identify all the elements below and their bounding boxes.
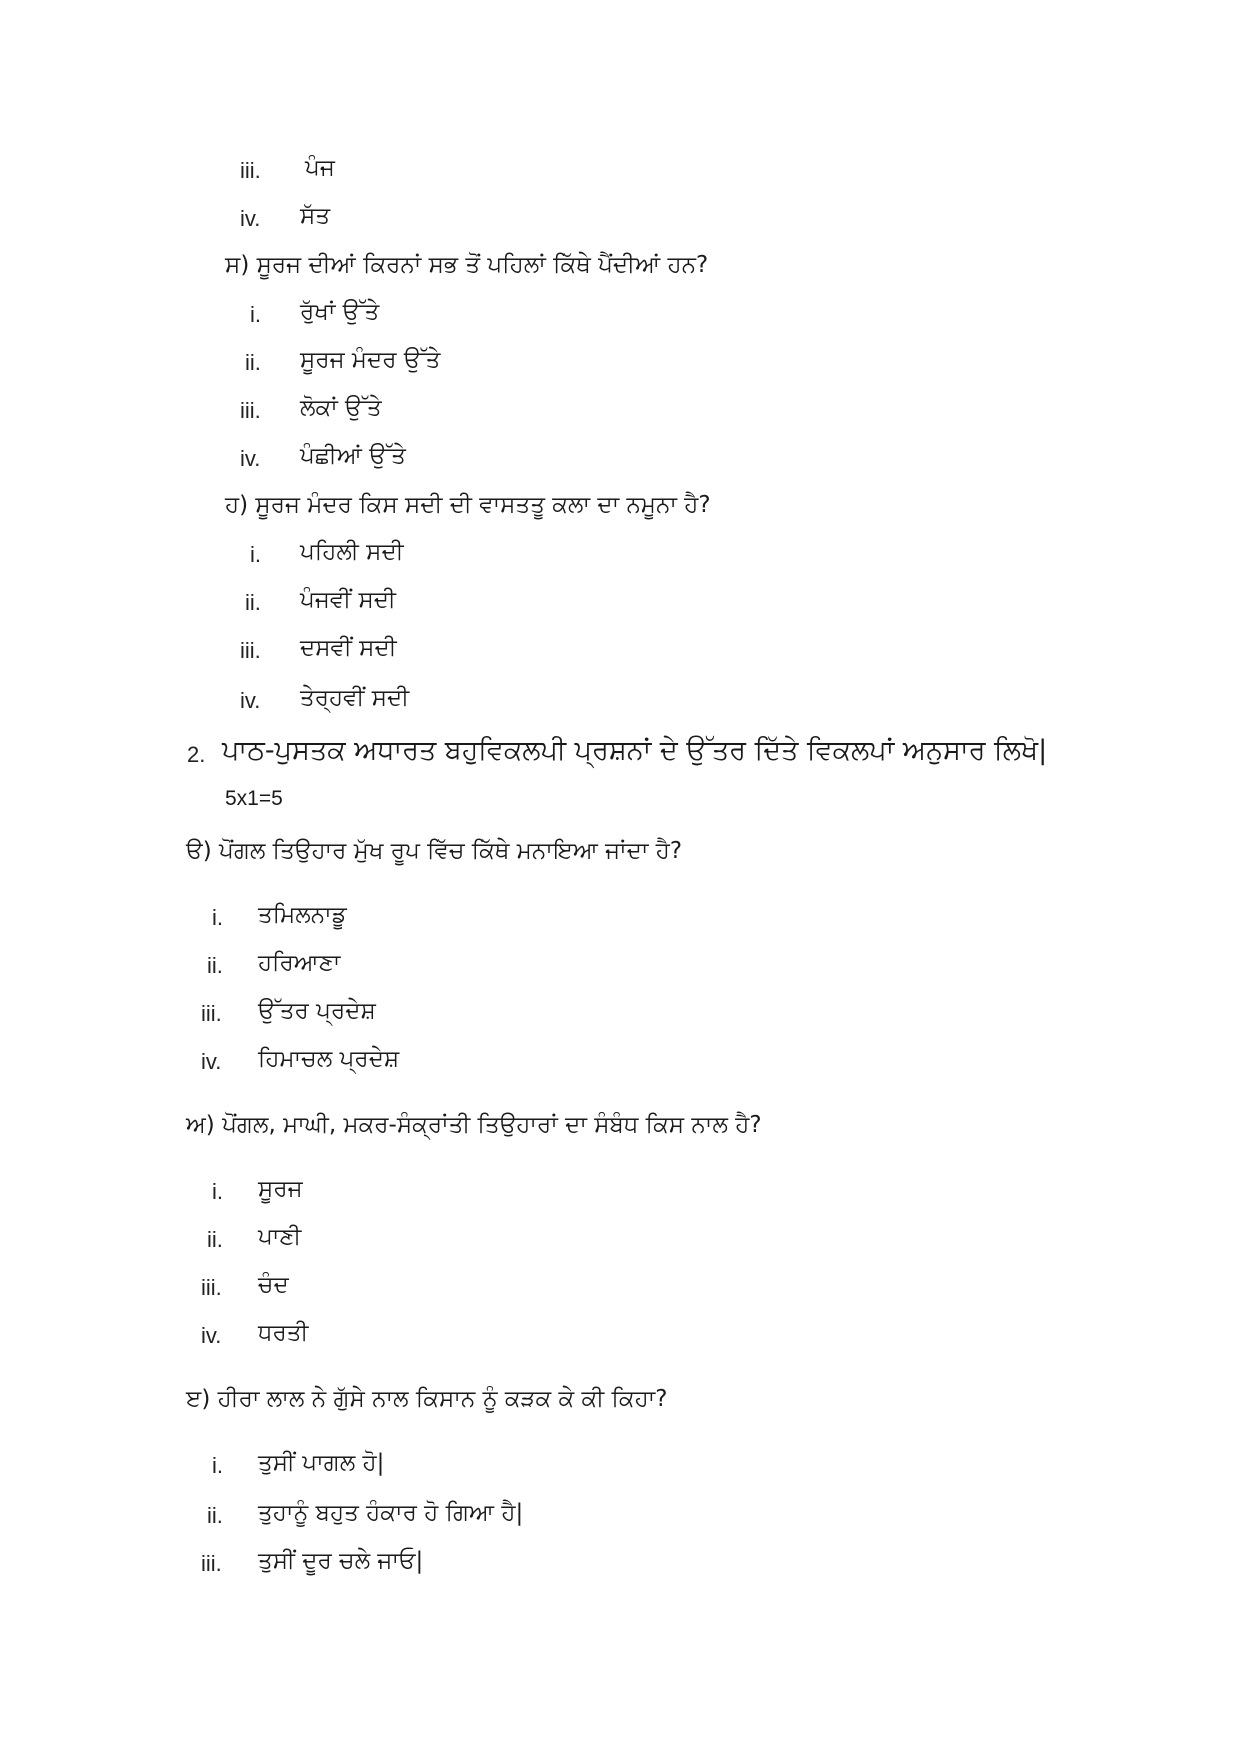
option-text: ਤੁਸੀਂ ਪਾਗਲ ਹੋ| xyxy=(258,1450,385,1476)
question-text: ਹ) ਸੂਰਜ ਮੰਦਰ ਕਿਸ ਸਦੀ ਦੀ ਵਾਸਤਤੂ ਕਲਾ ਦਾ ਨਮੂਨਾ ਹੈ? xyxy=(225,492,711,518)
option-text: ਤੁਹਾਨੂੰ ਬਹੁਤ ਹੰਕਾਰ ਹੋ ਗਿਆ ਹੈ| xyxy=(258,1500,524,1526)
question-text: ੳ) ਪੋਂਗਲ ਤਿਉਹਾਰ ਮੁੱਖ ਰੂਪ ਵਿੱਚ ਕਿੱਥੇ ਮਨਾਇਆ ਜਾਂਦਾ ਹੈ? xyxy=(186,838,683,864)
option-text: ਰੁੱਖਾਂ ਉੱਤੇ xyxy=(300,299,380,325)
question-text: ਅ) ਪੋਂਗਲ, ਮਾਘੀ, ਮਕਰ-ਸੰਕ੍ਰਾਂਤੀ ਤਿਉਹਾਰਾਂ ਦਾ ਸੰਬੰਧ ਕਿਸ ਨਾਲ ਹੈ? xyxy=(186,1112,762,1138)
option-text: ਸੂਰਜ ਮੰਦਰ ਉੱਤੇ xyxy=(300,347,441,373)
option-number: iii. xyxy=(201,1275,222,1300)
option-text: ਲੋਕਾਂ ਉੱਤੇ xyxy=(300,395,382,421)
option-text: ਪਹਿਲੀ ਸਦੀ xyxy=(300,539,404,565)
option-number: iv. xyxy=(201,1049,222,1074)
option-number: iii. xyxy=(201,1551,222,1576)
option-number: i. xyxy=(212,1453,223,1478)
option-text: ਹਿਮਾਚਲ ਪ੍ਰਦੇਸ਼ xyxy=(258,1046,400,1072)
option-number: iii. xyxy=(240,638,261,663)
option-number: iv. xyxy=(201,1323,222,1348)
option-number: iii. xyxy=(201,1001,222,1026)
option-number: iv. xyxy=(240,206,261,231)
option-text: ਤਮਿਲਨਾਡੂ xyxy=(258,902,347,928)
option-number: i. xyxy=(212,1179,223,1204)
section-title: ਪਾਠ-ਪੁਸਤਕ ਅਧਾਰਤ ਬਹੁਵਿਕਲਪੀ ਪ੍ਰਸ਼ਨਾਂ ਦੇ ਉੱਤਰ ਦਿੱਤੇ ਵਿਕਲਪਾਂ ਅਨੁਸਾਰ ਲਿਖੋ| xyxy=(222,735,1048,766)
option-text: ਧਰਤੀ xyxy=(258,1320,309,1346)
option-text: ਤੇਰ੍ਹਵੀਂ ਸਦੀ xyxy=(300,685,410,711)
option-number: iii. xyxy=(240,398,261,423)
option-number: ii. xyxy=(245,590,261,615)
option-text: ਉੱਤਰ ਪ੍ਰਦੇਸ਼ xyxy=(258,998,376,1024)
question-text: ਸ) ਸੂਰਜ ਦੀਆਂ ਕਿਰਨਾਂ ਸਭ ਤੋਂ ਪਹਿਲਾਂ ਕਿੱਥੇ ਪੈਂਦੀਆਂ ਹਨ? xyxy=(225,252,709,278)
option-text: ਪੰਜਵੀਂ ਸਦੀ xyxy=(300,587,396,613)
option-text: ਚੰਦ xyxy=(258,1272,289,1298)
question-text: ੲ) ਹੀਰਾ ਲਾਲ ਨੇ ਗੁੱਸੇ ਨਾਲ ਕਿਸਾਨ ਨੂੰ ਕੜਕ ਕੇ ਕੀ ਕਿਹਾ? xyxy=(186,1386,668,1412)
option-text: ਦਸਵੀਂ ਸਦੀ xyxy=(300,635,397,661)
option-text: ਪੰਛੀਆਂ ਉੱਤੇ xyxy=(300,443,406,469)
option-text: ਪਾਣੀ xyxy=(258,1224,302,1250)
option-number: ii. xyxy=(207,1227,223,1252)
option-number: i. xyxy=(212,905,223,930)
section-number: 2. xyxy=(187,742,206,767)
option-number: i. xyxy=(250,542,261,567)
option-number: ii. xyxy=(245,350,261,375)
option-number: ii. xyxy=(207,1503,223,1528)
section-marks: 5x1=5 xyxy=(225,787,283,810)
option-text: ਪੰਜ xyxy=(305,155,335,181)
option-text: ਸੂਰਜ xyxy=(258,1176,303,1202)
option-text: ਤੁਸੀਂ ਦੂਰ ਚਲੇ ਜਾਓ| xyxy=(258,1548,424,1574)
option-number: iv. xyxy=(240,446,261,471)
option-number: ii. xyxy=(207,953,223,978)
option-number: iv. xyxy=(240,688,261,713)
option-number: i. xyxy=(250,302,261,327)
option-text: ਸੱਤ xyxy=(300,203,331,229)
option-text: ਹਰਿਆਣਾ xyxy=(258,950,341,976)
option-number: iii. xyxy=(240,158,261,183)
